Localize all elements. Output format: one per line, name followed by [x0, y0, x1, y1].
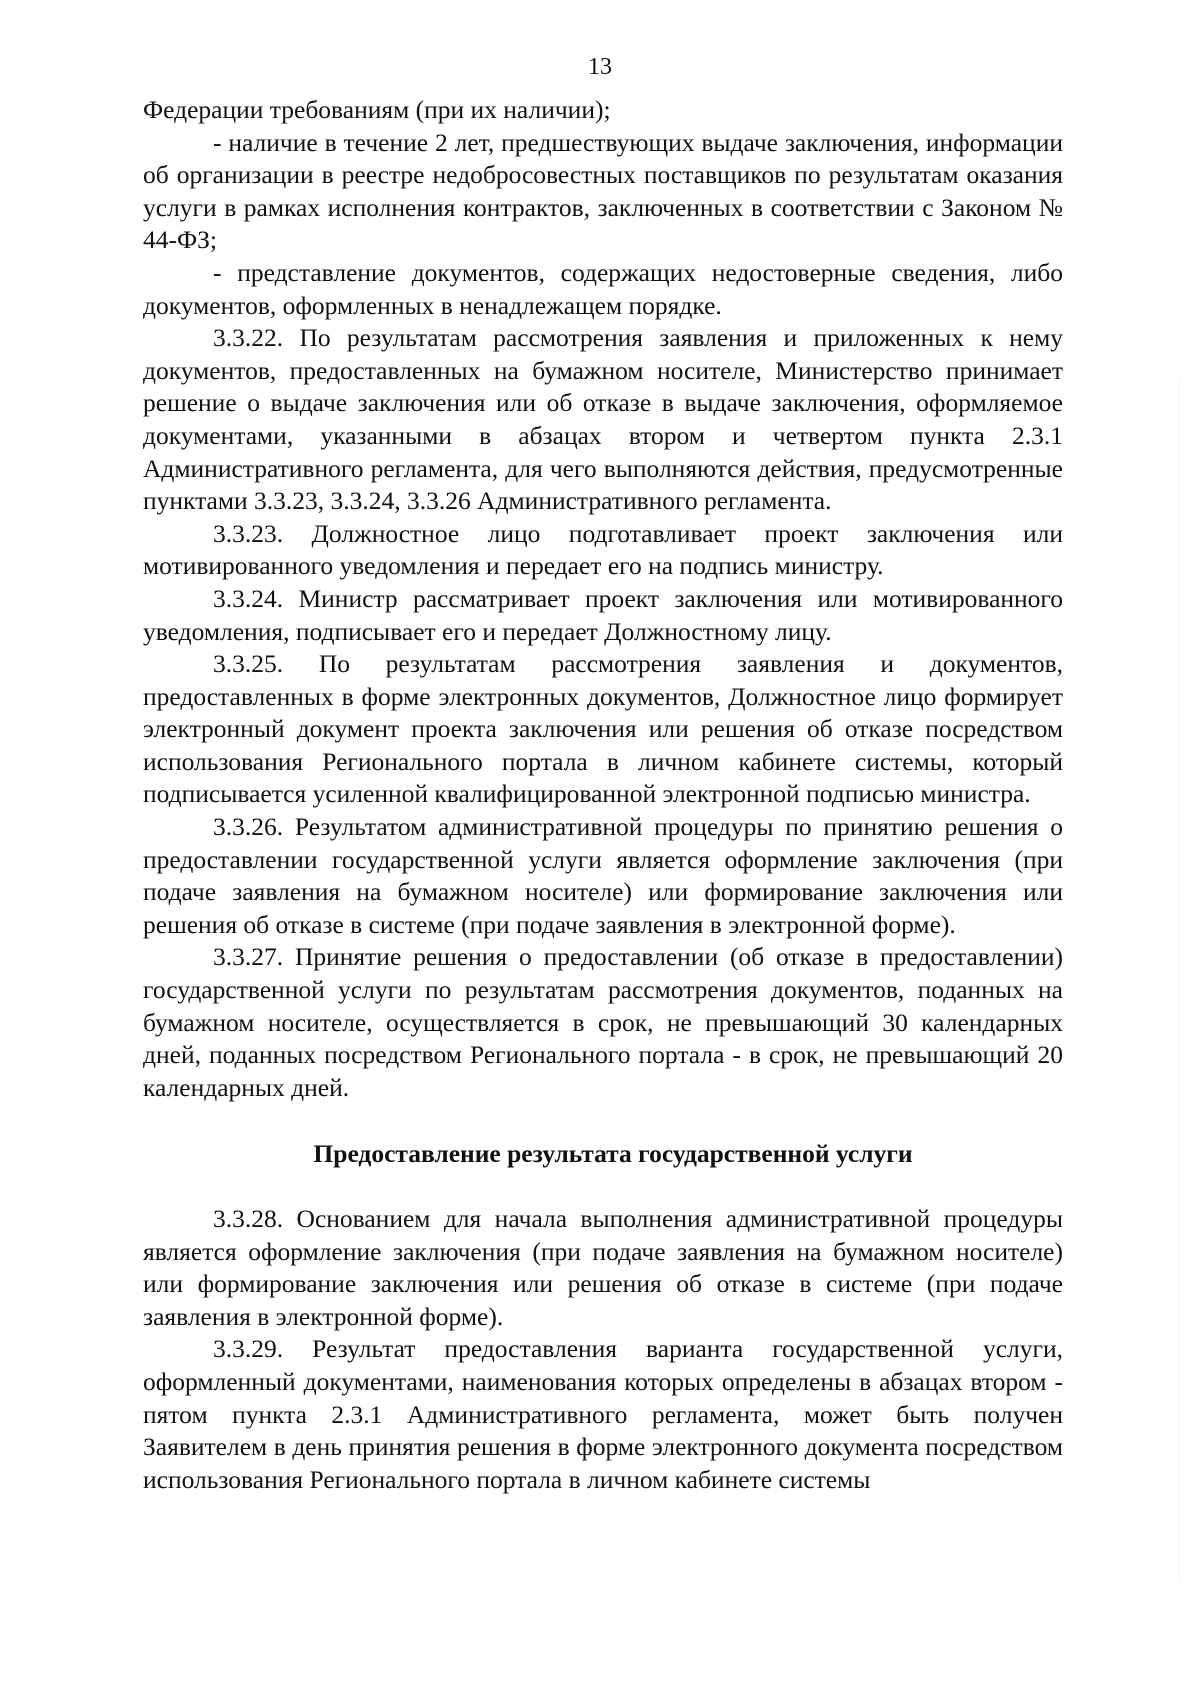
- document-body: [143, 94, 1063, 1496]
- paragraph-clause-3-3-28: 3.3.28. Основанием для начала выполнения административной процедуры является оформление заключения (при подаче заявления на бумажном носителе) или формирование заключения или решения об отказе в системе (при подаче заявления в электронной форме).: [143, 1204, 1063, 1331]
- paragraph-clause-3-3-24: 3.3.24. Министр рассматривает проект заключения или мотивированного уведомления, подписывает его и передает Должностному лицу.: [143, 583, 1063, 646]
- paragraph-clause-3-3-29: 3.3.29. Результат предоставления варианта государственной услуги, оформленный документами, наименования которых определены в абзацах втором - пятом пункта 2.3.1 Административного регламента, может быть получен Заявителем в день принятия решения в форме электронного документа посредством использования Регионального портала в личном кабинете системы: [143, 1334, 1063, 1494]
- paragraph-clause-3-3-26: 3.3.26. Результатом административной процедуры по принятию решения о предоставлении государственной услуги является оформление заключения (при подаче заявления на бумажном носителе) или формирование заключения или решения об отказе в системе (при подаче заявления в электронной форме).: [143, 812, 1063, 939]
- paragraph-item: - наличие в течение 2 лет, предшествующих выдаче заключения, информации об организации в реестре недобросовестных поставщиков по результатам оказания услуги в рамках исполнения контрактов, заключенных в соответствии с Законом № 44-ФЗ;: [143, 127, 1063, 255]
- paragraph-continuation: Федерации требованиям (при их наличии);: [143, 95, 611, 124]
- paragraph-clause-3-3-23: 3.3.23. Должностное лицо подготавливает проект заключения или мотивированного уведомления и передает его на подпись министру.: [143, 518, 1063, 581]
- section-heading: Предоставление результата государственной услуги: [313, 1139, 913, 1169]
- paragraph-clause-3-3-22: 3.3.22. По результатам рассмотрения заявления и приложенных к нему документов, предоставленных на бумажном носителе, Министерство принимает решение о выдаче заключения или об отказе в выдаче заключения, оформляемое документами, указанными в абзацах втором и четвертом пункта 2.3.1 Административного регламента, для чего выполняются действия, предусмотренные пунктами 3.3.23, 3.3.24, 3.3.26 Административного регламента.: [143, 323, 1063, 516]
- paragraph-clause-3-3-27: 3.3.27. Принятие решения о предоставлении (об отказе в предоставлении) государственной услуги по результатам рассмотрения документов, поданных на бумажном носителе, осуществляется в срок, не превышающий 30 календарных дней, поданных посредством Регионального портала - в срок, не превышающий 20 календарных дней.: [143, 942, 1063, 1102]
- page-number: 13: [588, 54, 612, 80]
- paragraph-clause-3-3-25: 3.3.25. По результатам рассмотрения заявления и документов, предоставленных в форме электронных документов, Должностное лицо формирует электронный документ проекта заключения или решения об отказе посредством использования Регионального портала в личном кабинете системы, который подписывается усиленной квалифицированной электронной подписью министра.: [143, 649, 1063, 809]
- scan-edge-line: [1179, 380, 1180, 1580]
- paragraph-item: - представление документов, содержащих недостоверные сведения, либо документов, оформленных в ненадлежащем порядке.: [143, 257, 1063, 320]
